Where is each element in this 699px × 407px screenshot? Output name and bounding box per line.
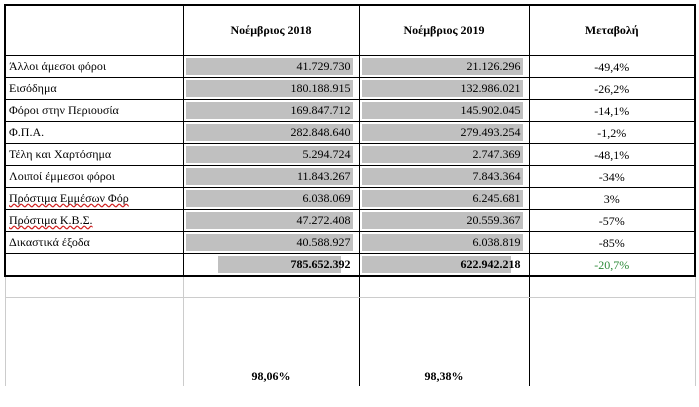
table-row [5,100,695,122]
total-change-cell[interactable] [529,254,695,277]
value-2018: 180.188.915 [290,81,351,95]
value-2019: 279.493.254 [460,125,521,139]
revenue-table [4,4,696,386]
value-2018-cell[interactable] [183,232,359,254]
value-2018: 40.588.927 [296,235,351,249]
empty-cell[interactable] [529,276,695,298]
value-2018: 282.848.640 [290,125,351,139]
total-label-cell[interactable] [5,254,183,277]
value-2019-cell[interactable] [359,122,529,144]
value-2019-cell[interactable] [359,78,529,100]
percent-2018: 98,06% [251,369,291,383]
value-2019-cell[interactable] [359,188,529,210]
value-2018-cell[interactable] [183,210,359,232]
empty-cell[interactable] [359,276,529,298]
row-label-cell[interactable] [5,210,183,232]
empty-cell[interactable] [5,276,183,298]
change-cell[interactable] [529,100,695,122]
value-2018-cell[interactable] [183,78,359,100]
value-2018: 6.038.069 [302,191,351,205]
row-label: Εισόδημα [9,81,57,95]
row-label-cell[interactable] [5,188,183,210]
table-row [5,210,695,232]
row-label-cell[interactable] [5,78,183,100]
total-2019: 622.942.218 [460,257,521,271]
row-label: Λοιποί έμμεσοι φόροι [9,169,116,183]
header-nov-2019[interactable]: Νοέμβριος 2019 [359,5,529,56]
row-label-cell[interactable] [5,122,183,144]
value-2018: 41.729.730 [296,59,351,73]
change-cell[interactable] [529,144,695,166]
total-2018: 785.652.392 [290,257,351,271]
empty-cell[interactable] [183,352,359,386]
empty-cell[interactable] [529,352,695,386]
value-2019-cell[interactable] [359,232,529,254]
row-label: Τέλη και Χαρτόσημα [9,147,112,161]
value-2019: 7.843.364 [472,169,521,183]
table-row [5,188,695,210]
empty-cell[interactable] [5,352,183,386]
change-cell[interactable] [529,232,695,254]
value-2019-cell[interactable] [359,144,529,166]
empty-row [5,276,695,298]
value-2019: 132.986.021 [460,81,521,95]
empty-cell[interactable] [183,298,359,353]
empty-cell[interactable] [183,276,359,298]
change-value: -34% [598,169,625,184]
table-row [5,144,695,166]
total-row [5,254,695,277]
value-2018-cell[interactable] [183,56,359,78]
empty-cell[interactable] [5,298,183,353]
change-value: -48,1% [594,147,630,162]
value-2019-cell[interactable] [359,56,529,78]
value-2019: 20.559.367 [466,213,521,227]
change-cell[interactable] [529,210,695,232]
change-value: -57% [598,213,625,228]
value-2019: 21.126.296 [466,59,521,73]
total-2018-cell[interactable] [183,254,359,277]
value-2018-cell[interactable] [183,100,359,122]
value-2018-cell[interactable] [183,188,359,210]
change-value: -1,2% [597,125,627,140]
header-nov-2018[interactable]: Νοέμβριος 2018 [183,5,359,56]
change-value: 3% [603,191,620,206]
row-label-cell[interactable] [5,144,183,166]
value-2019-cell[interactable] [359,100,529,122]
value-2018: 169.847.712 [290,103,351,117]
empty-row [5,298,695,353]
table-row [5,232,695,254]
empty-cell[interactable] [359,298,529,353]
empty-cell[interactable] [359,352,529,386]
change-value: -49,4% [594,59,630,74]
total-change: -20,7% [594,257,630,272]
change-value: -26,2% [594,81,630,96]
row-label-cell[interactable] [5,56,183,78]
row-label-cell[interactable] [5,232,183,254]
table-row [5,56,695,78]
row-label: Άλλοι άμεσοι φόροι [9,59,107,73]
header-row [5,5,695,56]
row-label-cell[interactable] [5,100,183,122]
percent-2019: 98,38% [424,369,464,383]
value-2019: 145.902.045 [460,103,521,117]
empty-cell[interactable] [529,298,695,353]
change-value: -14,1% [594,103,630,118]
change-cell[interactable] [529,188,695,210]
change-cell[interactable] [529,78,695,100]
table-row [5,78,695,100]
row-label: Φόροι στην Περιουσία [9,103,119,117]
value-2019-cell[interactable] [359,210,529,232]
percent-row [5,352,695,386]
value-2018: 47.272.408 [296,213,351,227]
change-cell[interactable] [529,56,695,78]
value-2018: 11.843.267 [296,169,351,183]
value-2019: 2.747.369 [472,147,521,161]
value-2018: 5.294.724 [302,147,351,161]
table-row [5,122,695,144]
value-2018-cell[interactable] [183,144,359,166]
row-label: Φ.Π.Α. [9,125,45,139]
change-cell[interactable] [529,122,695,144]
row-label: Πρόστιμα Εμμέσων Φόρ [9,191,129,205]
table-row [5,166,695,188]
total-2019-cell[interactable] [359,254,529,277]
row-label-cell[interactable] [5,166,183,188]
change-cell[interactable] [529,166,695,188]
header-change[interactable]: Μεταβολή [529,5,695,56]
row-label: Πρόστιμα Κ.Β.Σ. [9,213,93,227]
value-2019: 6.245.681 [472,191,521,205]
header-empty-cell[interactable] [5,5,183,56]
value-2019: 6.038.819 [472,235,521,249]
value-2018-cell[interactable] [183,122,359,144]
value-2019-cell[interactable] [359,166,529,188]
value-2018-cell[interactable] [183,166,359,188]
row-label: Δικαστικά έξοδα [9,235,90,249]
change-value: -85% [598,235,625,250]
